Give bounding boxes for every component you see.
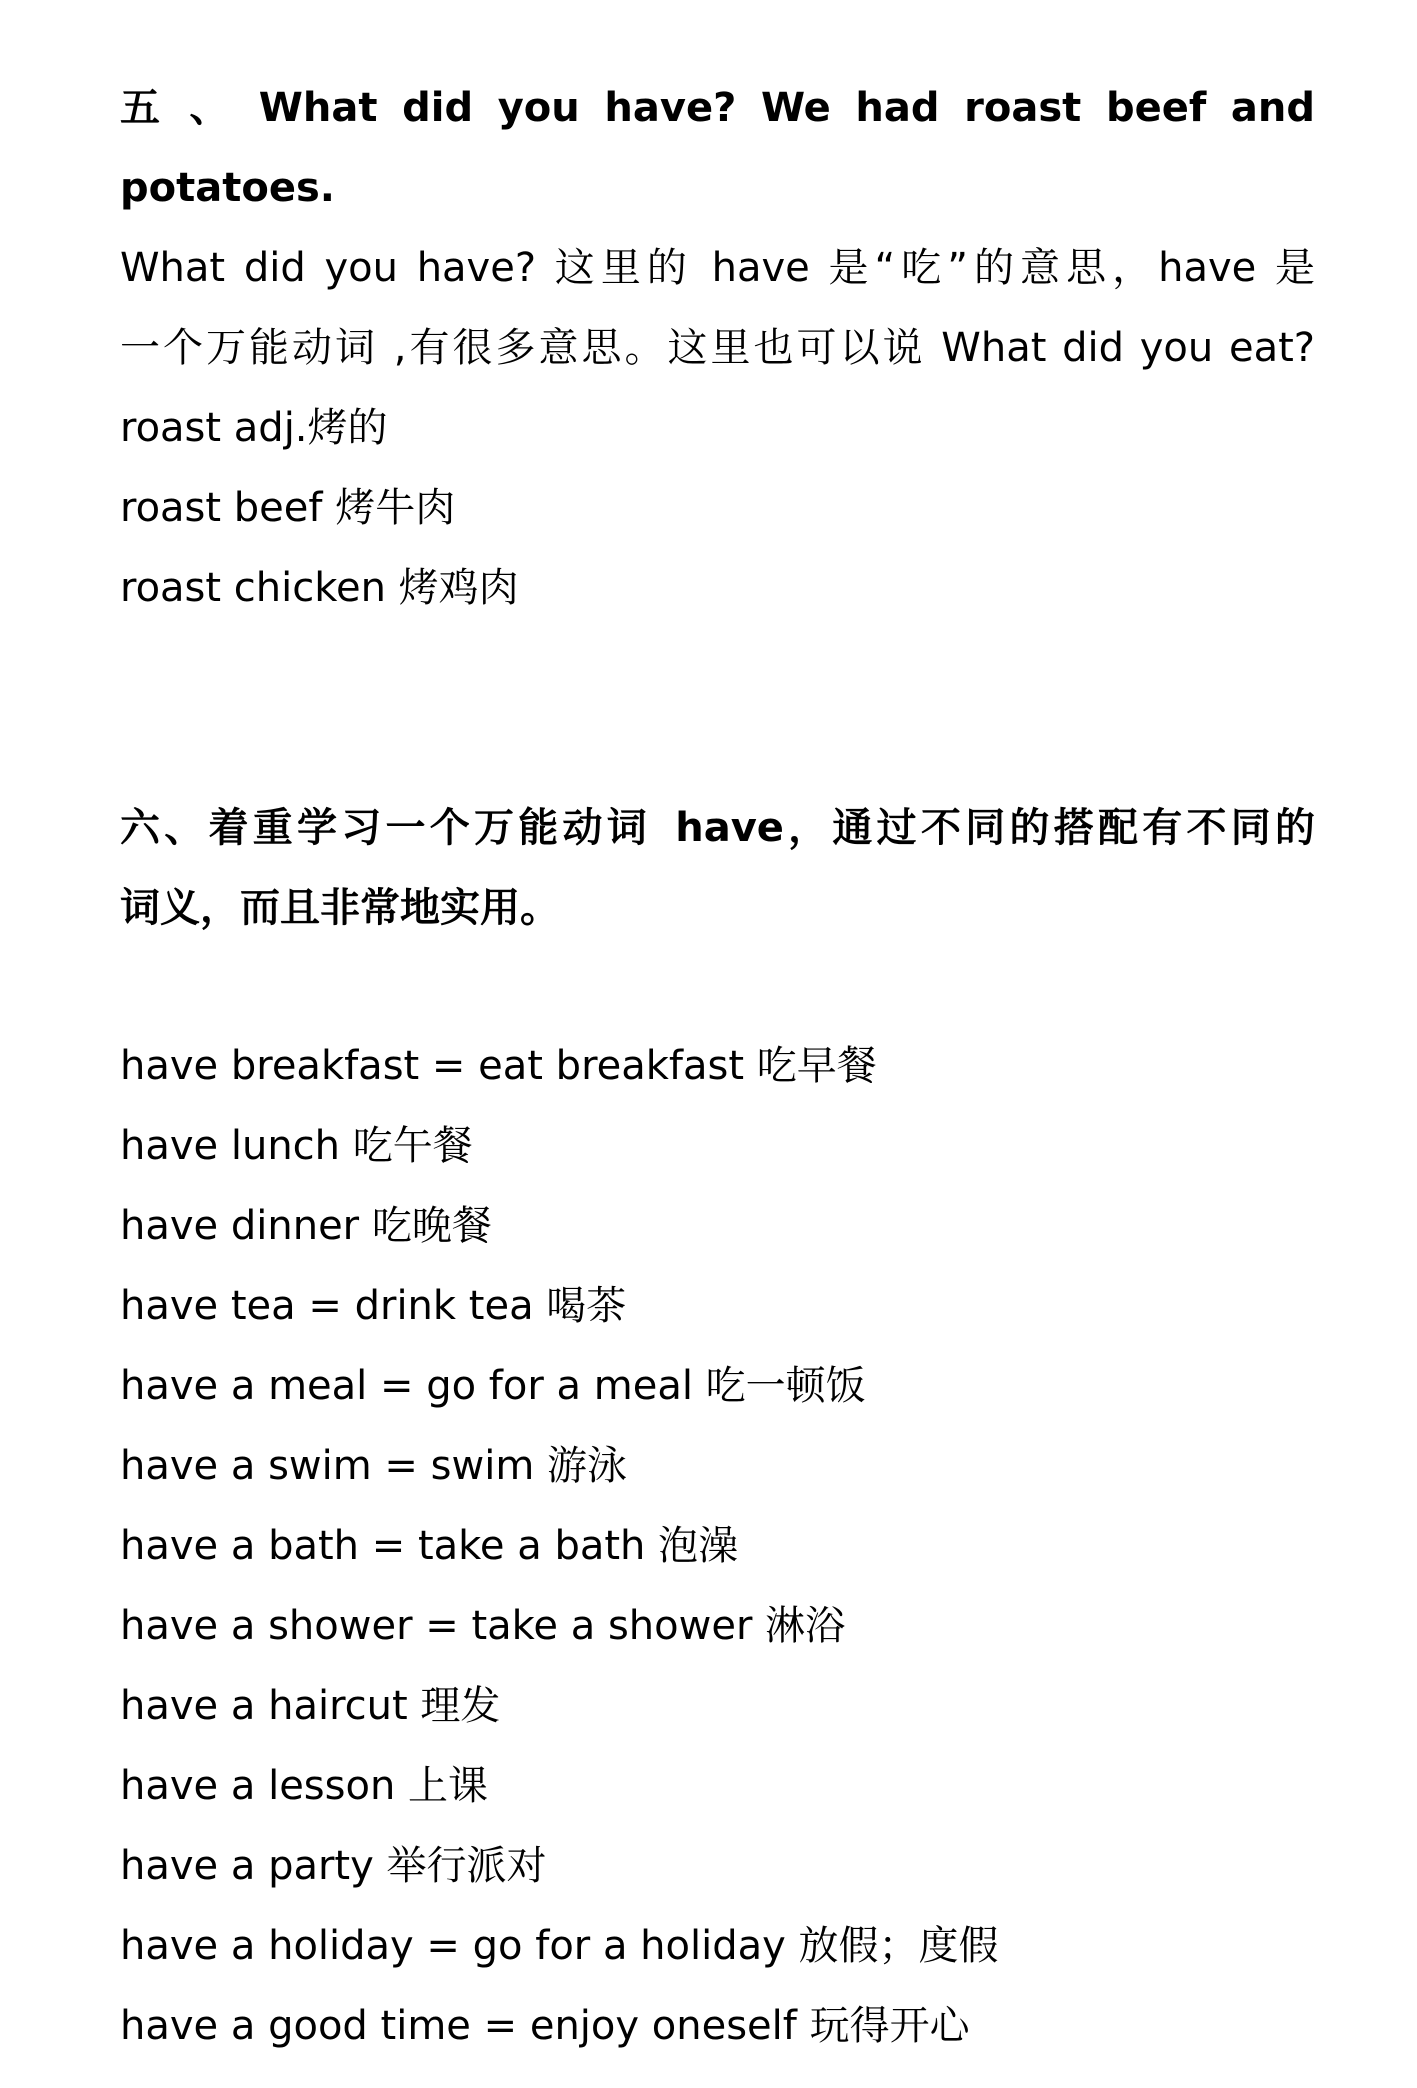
section-five-heading-line-2: potatoes. [120, 165, 335, 211]
section-spacer [120, 948, 1315, 1026]
section-five-body-line-1: What did you have? 这里的 have 是“吃”的意思，have 是 [120, 245, 1315, 291]
phrase-item: have a party 举行派对 [120, 1843, 547, 1889]
phrase-item: have a swim = swim 游泳 [120, 1443, 628, 1489]
section-five [120, 68, 1315, 628]
phrase-item: have a bath = take a bath 泡澡 [120, 1523, 739, 1569]
phrase-item: have a good time = enjoy oneself 玩得开心 [120, 2003, 970, 2049]
phrase-item: have lunch 吃午餐 [120, 1123, 473, 1169]
phrase-item: have a meal = go for a meal 吃一顿饭 [120, 1363, 866, 1409]
phrase-item: have a haircut 理发 [120, 1683, 501, 1729]
section-six [120, 788, 1315, 2066]
vocab-item: roast adj.烤的 [120, 405, 388, 451]
section-six-heading-line-2: 词义，而且非常地实用。 [120, 885, 560, 931]
section-five-body-line-2: 一个万能动词 ,有很多意思。这里也可以说 What did you eat? [120, 325, 1315, 371]
document-page [120, 68, 1315, 2066]
phrase-item: have breakfast = eat breakfast 吃早餐 [120, 1043, 877, 1089]
section-five-heading-line-1: 五 、 What did you have? We had roast beef and [120, 85, 1315, 131]
section-spacer [120, 628, 1315, 788]
section-six-heading-line-1: 六、着重学习一个万能动词 have，通过不同的搭配有不同的 [120, 805, 1315, 851]
phrase-item: have a holiday = go for a holiday 放假；度假 [120, 1923, 999, 1969]
vocab-item: roast beef 烤牛肉 [120, 485, 456, 531]
vocab-item: roast chicken 烤鸡肉 [120, 565, 519, 611]
phrase-item: have tea = drink tea 喝茶 [120, 1283, 627, 1329]
phrase-item: have a lesson 上课 [120, 1763, 489, 1809]
phrase-item: have dinner 吃晚餐 [120, 1203, 492, 1249]
phrase-item: have a shower = take a shower 淋浴 [120, 1603, 846, 1649]
